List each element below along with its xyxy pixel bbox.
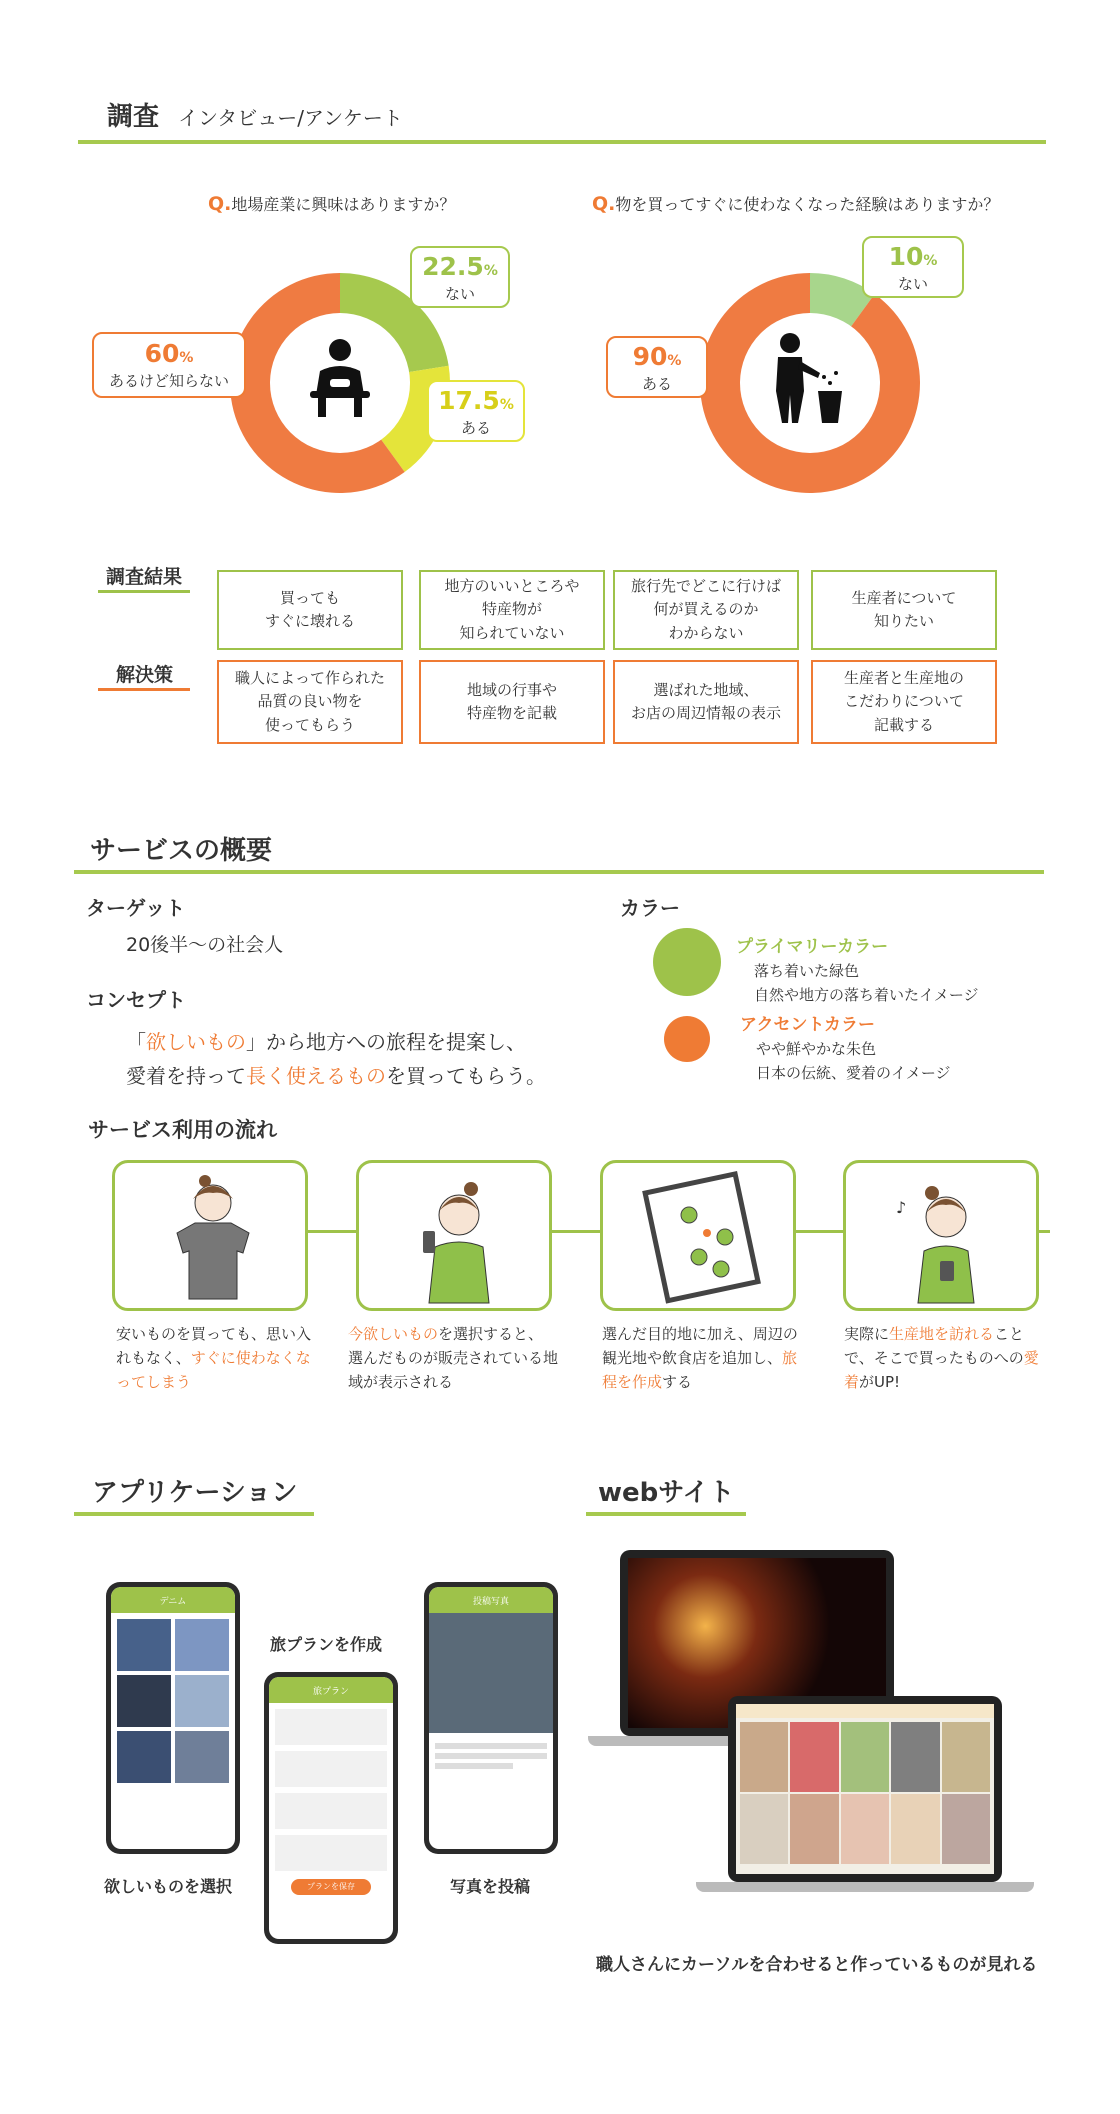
q2-callout-nai — [862, 236, 964, 298]
app-caption-select: 欲しいものを選択 — [104, 1877, 233, 1896]
concept-l1-hl: 欲しいもの — [146, 1030, 246, 1054]
flow-step-2-text — [348, 1322, 558, 1394]
accent-color-name: アクセントカラー — [740, 1015, 875, 1035]
q1-aru-label: ある — [460, 419, 491, 437]
flow-4-a: 実際に — [844, 1325, 890, 1343]
app-divider — [74, 1512, 314, 1516]
solutions-underline — [98, 688, 190, 691]
solutions-label: 解決策 — [116, 664, 174, 686]
solution-box-3: 選ばれた地域、 お店の周辺情報の表示 — [613, 660, 799, 744]
target-value: 20後半〜の社会人 — [126, 934, 284, 956]
q1-text: 地場産業に興味はありますか？ — [231, 195, 456, 214]
flow-step-3-card — [600, 1160, 796, 1311]
artisans-screen — [736, 1704, 994, 1874]
app-caption-plan: 旅プランを作成 — [270, 1635, 383, 1654]
flow-step-2-card — [356, 1160, 552, 1311]
q2-nai-label: ない — [897, 275, 928, 293]
solution-box-2: 地域の行事や 特産物を記載 — [419, 660, 605, 744]
map-with-pins-illustration — [603, 1163, 793, 1308]
target-label: ターゲット — [86, 896, 186, 920]
flow-step-3-text — [602, 1322, 802, 1394]
accent-color-desc-2: 日本の伝統、愛着のイメージ — [756, 1064, 951, 1082]
q2-aru-unit: % — [667, 353, 682, 369]
result-box-3: 旅行先でどこに行けば 何が買えるのか わからない — [613, 570, 799, 650]
app-title: アプリケーション — [92, 1478, 298, 1508]
flow-2-c: を選択すると、選んだものが販売されている地域が表示される — [348, 1325, 559, 1391]
flow-4-c: ことで、そこで買ったものへの — [844, 1325, 1025, 1367]
flow-3-hl: 旅程を作成 — [602, 1349, 798, 1391]
q1-nai-label: ない — [444, 285, 475, 303]
app-caption-post: 写真を投稿 — [450, 1877, 531, 1896]
concept-label: コンセプト — [86, 988, 186, 1012]
q1-shiranai-label: あるけど知らない — [108, 372, 229, 390]
solution-box-4: 生産者と生産地の こだわりについて 記載する — [811, 660, 997, 744]
woman-holding-shirt-illustration — [115, 1163, 305, 1308]
phone-mockup-plan — [264, 1672, 398, 1944]
phone2-title: 旅プラン — [269, 1677, 393, 1703]
solution-box-1: 職人によって作られた 品質の良い物を 使ってもらう — [217, 660, 403, 744]
q1-callout-shiranai — [92, 332, 246, 398]
q2-donut-chart — [700, 273, 920, 493]
concept-line-1 — [126, 1026, 526, 1055]
results-label: 調査結果 — [106, 566, 183, 588]
survey-title: 調査 — [107, 102, 160, 132]
save-plan-button[interactable]: プランを保存 — [291, 1879, 371, 1895]
q1-callout-nai — [410, 246, 510, 308]
flow-4-hl: 生産地を訪れる — [889, 1325, 995, 1343]
q1-shiranai-pct: 60 — [144, 339, 180, 368]
q1-nai-unit: % — [483, 263, 498, 279]
results-underline — [98, 590, 190, 593]
web-divider — [586, 1512, 746, 1516]
flow-4-hl2: 愛着 — [844, 1349, 1039, 1391]
svg-text:♪: ♪ — [896, 1198, 907, 1217]
phone3-title: 投稿写真 — [429, 1587, 553, 1613]
concept-l2-a: 愛着を持って — [126, 1064, 246, 1088]
q1-aru-unit: % — [499, 397, 514, 413]
accent-color-swatch — [664, 1016, 710, 1062]
overview-divider — [74, 870, 1044, 874]
survey-subtitle: インタビュー/アンケート — [178, 106, 403, 130]
concept-line-2 — [126, 1060, 546, 1089]
phone1-title: デニム — [111, 1587, 235, 1613]
happy-woman-illustration — [846, 1163, 1036, 1308]
survey-header — [107, 96, 403, 133]
result-box-4: 生産者について 知りたい — [811, 570, 997, 650]
q1-aru-pct: 17.5 — [438, 386, 500, 415]
q1-question — [208, 192, 455, 215]
woman-using-phone-illustration — [359, 1163, 549, 1308]
q1-nai-pct: 22.5 — [422, 252, 484, 281]
web-title: webサイト — [598, 1478, 735, 1508]
primary-color-desc-2: 自然や地方の落ち着いたイメージ — [754, 986, 979, 1004]
q1-callout-aru — [427, 380, 525, 442]
q2-nai-unit: % — [923, 253, 938, 269]
q1-shiranai-unit: % — [179, 350, 194, 366]
q2-callout-aru — [606, 336, 708, 398]
flow-2-hl: 今欲しいもの — [348, 1325, 439, 1343]
q2-nai-pct: 10 — [888, 242, 924, 271]
concept-l1-a: 「 — [126, 1030, 146, 1054]
flow-1-hl: すぐに使わなくなってしまう — [116, 1349, 311, 1391]
flow-1-a: 安いものを買っても、思い入れもなく、 — [116, 1325, 312, 1367]
color-label: カラー — [620, 896, 680, 920]
flow-3-a: 選んだ目的地に加え、周辺の観光地や飲食店を追加し、 — [602, 1325, 798, 1367]
result-box-2: 地方のいいところや 特産物が 知られていない — [419, 570, 605, 650]
flow-3-c: する — [662, 1373, 693, 1391]
flow-step-4-text — [844, 1322, 1044, 1394]
q2-question — [592, 192, 999, 215]
result-box-1: 買っても すぐに壊れる — [217, 570, 403, 650]
q2-aru-pct: 90 — [632, 342, 668, 371]
accent-color-desc-1: やや鮮やかな朱色 — [756, 1040, 877, 1058]
laptop-front — [728, 1696, 1002, 1882]
survey-divider — [78, 140, 1046, 144]
flow-step-1-card — [112, 1160, 308, 1311]
q2-aru-label: ある — [641, 375, 672, 393]
primary-color-desc-1: 落ち着いた緑色 — [754, 962, 860, 980]
q2-prefix: Q. — [592, 193, 616, 215]
flow-4-e: がUP! — [859, 1373, 901, 1391]
q1-prefix: Q. — [208, 193, 232, 215]
overview-title: サービスの概要 — [90, 836, 273, 866]
laptop-front-base — [696, 1882, 1034, 1892]
web-caption: 職人さんにカーソルを合わせると作っているものが見れる — [596, 1955, 1038, 1975]
concept-l1-c: 」から地方への旅程を提案し、 — [246, 1030, 526, 1054]
primary-color-swatch — [653, 928, 721, 996]
concept-l2-c: を買ってもらう。 — [386, 1064, 546, 1088]
flow-step-1-text — [116, 1322, 316, 1394]
concept-l2-hl: 長く使えるもの — [246, 1064, 386, 1088]
q2-text: 物を買ってすぐに使わなくなった経験はありますか？ — [615, 195, 1000, 214]
flow-step-4-card — [843, 1160, 1039, 1311]
phone-mockup-select — [106, 1582, 240, 1854]
flow-title: サービス利用の流れ — [88, 1118, 277, 1142]
phone-mockup-post — [424, 1582, 558, 1854]
primary-color-name: プライマリーカラー — [736, 937, 889, 957]
